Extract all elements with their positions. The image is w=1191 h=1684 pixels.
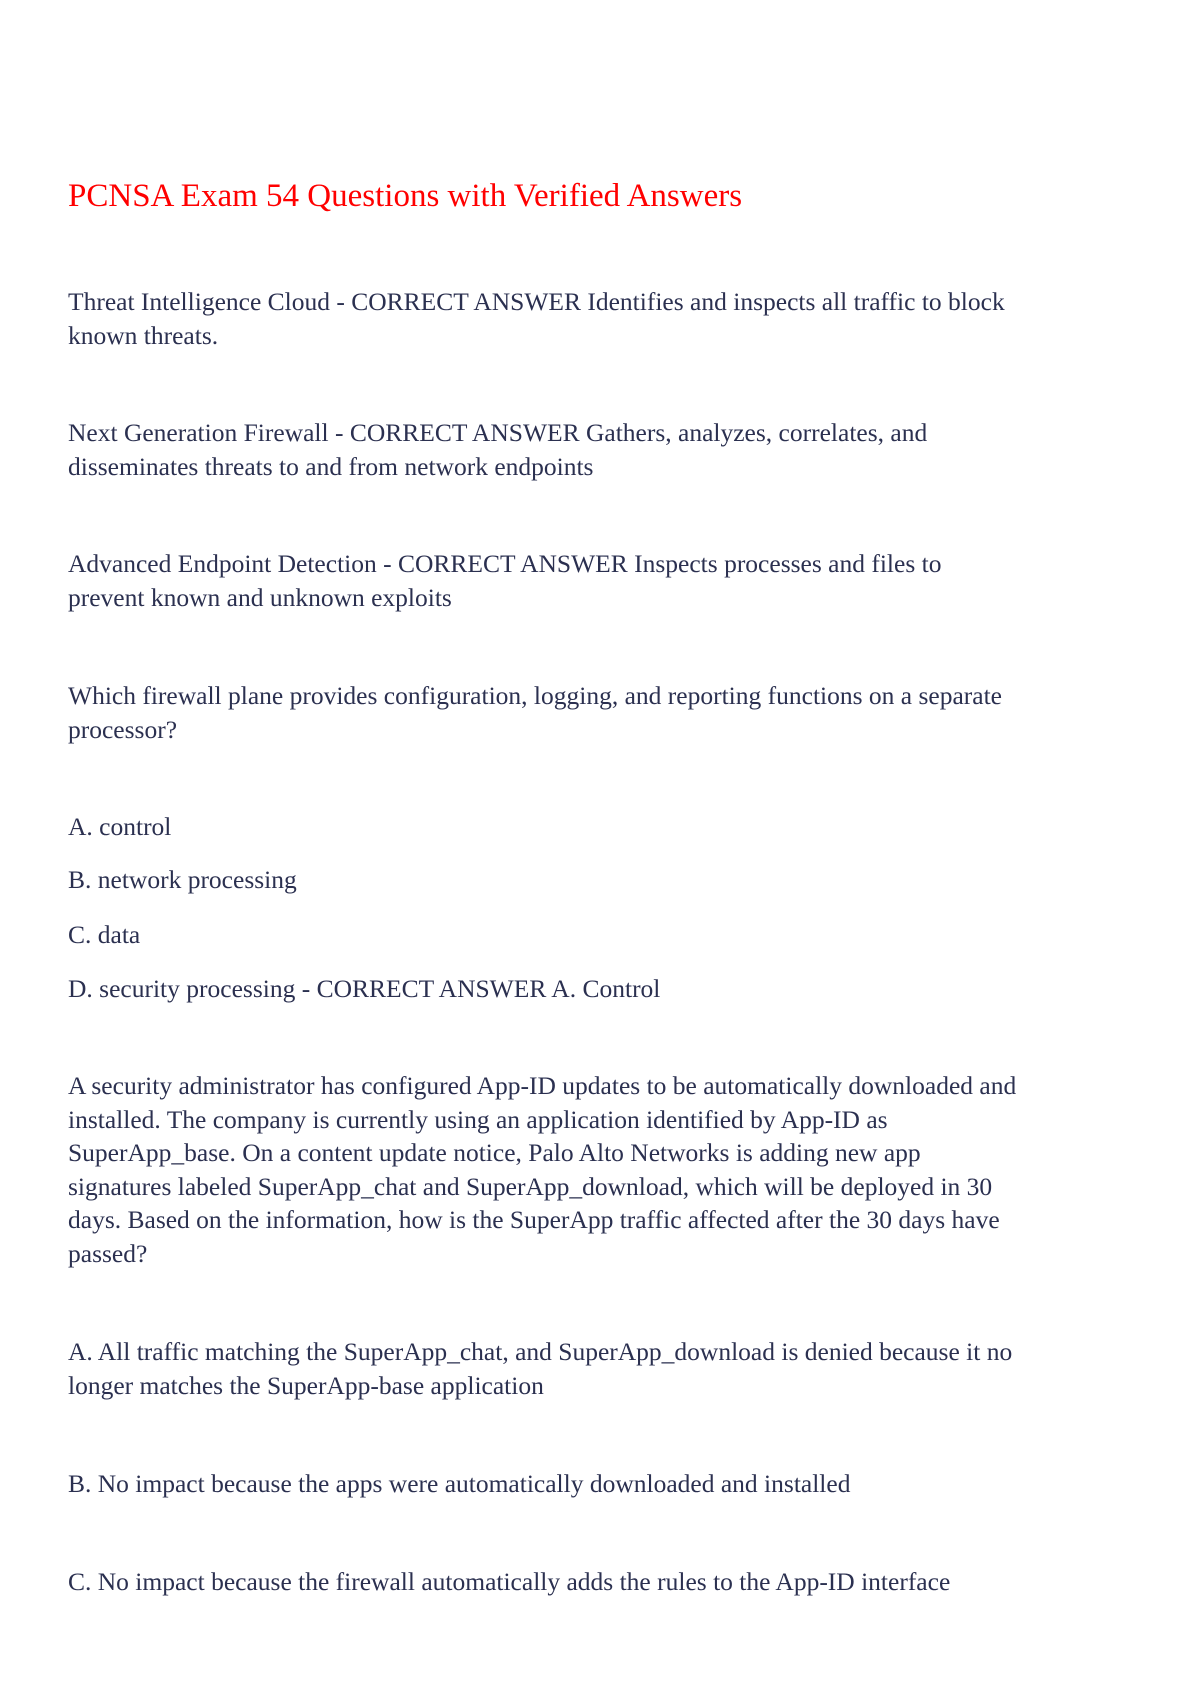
- qa-threat-intelligence-cloud: [68, 285, 1005, 352]
- text-line: passed?: [68, 1238, 148, 1268]
- qa-next-generation-firewall: [68, 416, 927, 483]
- text-line: D. security processing - CORRECT ANSWER A. Control: [68, 974, 661, 1003]
- superapp-option-c: [68, 1565, 950, 1599]
- question-firewall-plane: [68, 679, 1002, 746]
- text-line: Advanced Endpoint Detection - CORRECT ANSWER Inspects processes and files to: [68, 549, 942, 578]
- option-c: [68, 918, 140, 952]
- text-line: prevent known and unknown exploits: [68, 582, 452, 612]
- text-line: installed. The company is currently using an application identified by App-ID as: [68, 1104, 888, 1134]
- option-a: [68, 810, 171, 844]
- qa-advanced-endpoint-detection: [68, 547, 941, 614]
- text-line: A security administrator has configured App-ID updates to be automatically downloaded and: [68, 1071, 1017, 1100]
- option-b: [68, 863, 297, 897]
- text-line: Next Generation Firewall - CORRECT ANSWER Gathers, analyzes, correlates, and: [68, 418, 928, 447]
- text-line: signatures labeled SuperApp_chat and SuperApp_download, which will be deployed in 30: [68, 1171, 993, 1201]
- option-d-answer: [68, 972, 660, 1006]
- text-line: longer matches the SuperApp-base application: [68, 1370, 544, 1400]
- text-line: A. All traffic matching the SuperApp_chat, and SuperApp_download is denied because it no: [68, 1337, 1013, 1366]
- text-line: Threat Intelligence Cloud - CORRECT ANSWER Identifies and inspects all traffic to block: [68, 287, 1005, 316]
- text-line: C. data: [68, 920, 141, 949]
- superapp-option-b: [68, 1467, 850, 1501]
- text-line: SuperApp_base. On a content update notice, Palo Alto Networks is adding new app: [68, 1138, 921, 1168]
- superapp-option-a: [68, 1335, 1012, 1402]
- text-line: Which firewall plane provides configuration, logging, and reporting functions on a separate: [68, 681, 1002, 710]
- text-line: A. control: [68, 812, 172, 841]
- document-title: PCNSA Exam 54 Questions with Verified Answers: [68, 178, 743, 214]
- text-line: B. No impact because the apps were automatically downloaded and installed: [68, 1469, 851, 1498]
- text-line: days. Based on the information, how is the SuperApp traffic affected after the 30 days have: [68, 1205, 1000, 1235]
- text-line: known threats.: [68, 320, 219, 350]
- text-line: disseminates threats to and from network endpoints: [68, 451, 594, 481]
- text-line: processor?: [68, 714, 178, 744]
- text-line: C. No impact because the firewall automatically adds the rules to the App-ID interface: [68, 1567, 951, 1596]
- text-line: B. network processing: [68, 865, 297, 894]
- question-superapp: [68, 1069, 1016, 1271]
